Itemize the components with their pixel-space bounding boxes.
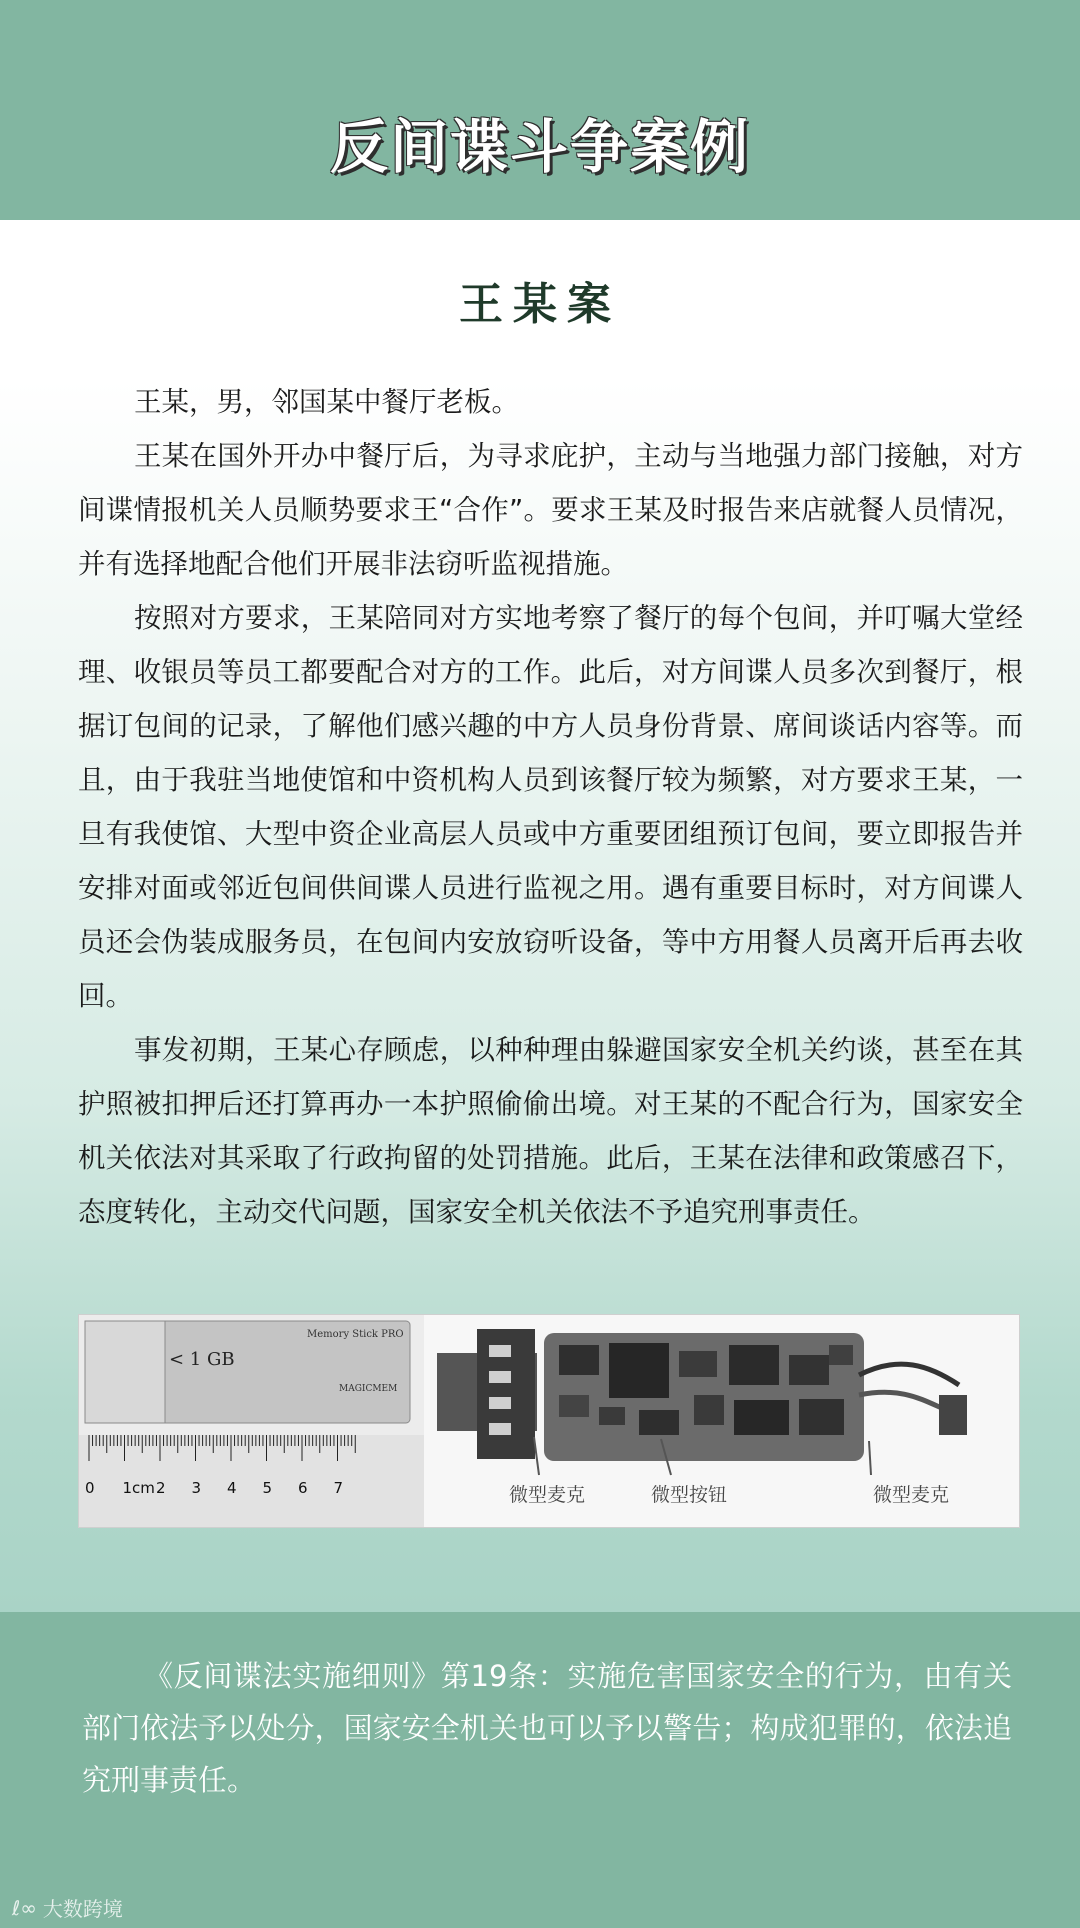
contact-3 [489,1397,511,1409]
ruler-label: 5 [262,1479,273,1497]
ruler-label: 3 [191,1479,202,1497]
memory-stick-cap [85,1321,165,1423]
board-chip [559,1345,599,1375]
paragraph-outcome: 事发初期，王某心存顾虑，以种种理由躲避国家安全机关约谈，甚至在其护照被扣押后还打算再办一本护照偷偷出境。对王某的不配合行为，国家安全机关依法对其采取了行政拘留的处罚措施。此后，王某在法律和政策感召下，态度转化，主动交代问题，国家安全机关依法不予追究刑事责任。 [78,1034,1023,1228]
ruler-label: 0 [85,1479,95,1497]
legal-quote: 《反间谍法实施细则》第19条：实施危害国家安全的行为，由有关部门依法予以处分，国家安全机关也可以予以警告；构成犯罪的，依法追究刑事责任。 [82,1659,1012,1797]
contact-4 [489,1423,511,1435]
evidence-photo [78,1314,1020,1528]
ruler-label: 2 [156,1479,166,1497]
board-chip [829,1345,853,1365]
board-chip [559,1395,589,1417]
board-chip [694,1395,724,1425]
board-chip [729,1345,779,1385]
stick-top-label: Memory Stick PRO [307,1329,404,1340]
watermark [12,1893,123,1922]
evidence-photo-illustration [79,1315,1019,1527]
ruler-label: 7 [333,1479,344,1497]
page-title: 反间谍斗争案例 [329,113,750,181]
watermark-text: 大数跨境 [42,1897,123,1921]
paragraph-background: 王某在国外开办中餐厅后，为寻求庇护，主动与当地强力部门接触，对方间谍情报机关人员顺势要求王“合作”。要求王某及时报告来店就餐人员情况，并有选择地配合他们开展非法窃听监视措施。 [78,440,1023,580]
board-chip [679,1351,717,1377]
ruler-label: 6 [298,1479,308,1497]
stick-capacity: < 1 GB [169,1349,235,1370]
case-title: 王某案 [459,279,621,330]
board-chip [799,1399,844,1435]
board-chip [599,1407,625,1425]
stick-brand: MAGICMEM [339,1384,398,1394]
contact-2 [489,1371,511,1383]
ruler-label: 4 [227,1479,237,1497]
board-chip [789,1355,829,1385]
label-micro-mic-left: 微型麦克 [509,1484,586,1506]
paragraph-details: 按照对方要求，王某陪同对方实地考察了餐厅的每个包间，并叮嘱大堂经理、收银员等员工都要配合对方的工作。此后，对方间谍人员多次到餐厅，根据订包间的记录，了解他们感兴趣的中方人员身份背景、席间谈话内容等。而且，由于我驻当地使馆和中资机构人员到该餐厅较为频繁，对方要求王某，一旦有我使馆、大型中资企业高层人员或中方重要团组预订包间，要立即报告并安排对面或邻近包间供间谍人员进行监视之用。遇有重要目标时，对方间谍人员还会伪装成服务员，在包间内安放窃听设备，等中方用餐人员离开后再去收回。 [78,602,1023,1012]
external-mic [939,1395,967,1435]
watermark-logo-icon: ℓ∞ [12,1895,37,1920]
board-chip [609,1343,669,1398]
board-chip [734,1400,789,1435]
board-chip [639,1410,679,1435]
case-article [78,375,1023,1239]
ruler-label: 1cm [122,1479,155,1497]
contact-1 [489,1345,511,1357]
label-micro-button: 微型按钮 [651,1484,728,1506]
label-micro-mic-right: 微型麦克 [873,1484,950,1506]
paragraph-intro: 王某，男，邻国某中餐厅老板。 [134,386,519,418]
